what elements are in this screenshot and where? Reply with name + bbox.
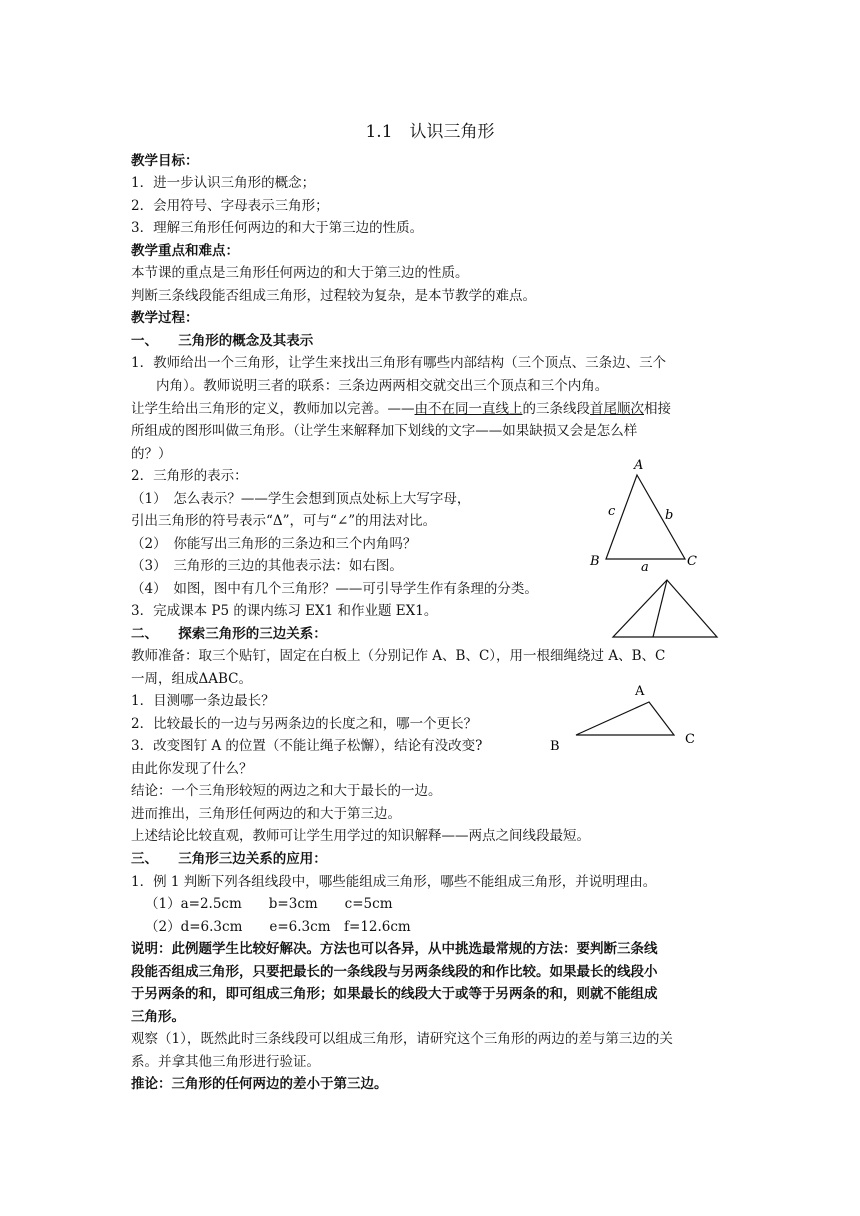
section3-heading: 三、 三角形三边关系的应用：	[131, 851, 327, 867]
corollary-text: 推论：三角形的任何两边的差小于第三边。	[131, 1076, 388, 1092]
section2-heading: 二、 探索三角形的三边关系：	[131, 626, 327, 642]
string-triangle-figure	[540, 680, 710, 755]
keypoint-item: 本节课的重点是三角形任何两边的和大于第三边的性质。	[131, 265, 469, 281]
inner-segment	[653, 580, 667, 637]
goal-item: 2．会用符号、字母表示三角形；	[131, 198, 329, 214]
prep-text: 教师准备：取三个贴钉，固定在白板上（分别记作 A、B、C），用一根细绳绕过 A、B、C	[131, 648, 666, 664]
example-case: （2）d=6.3cm e=6.3cm f=12.6cm	[145, 919, 411, 935]
note-line: 三角形。	[131, 1009, 185, 1025]
side-c-label: c	[608, 504, 616, 519]
note-line: 于另两条的和，即可组成三角形；如果最长的线段大于或等于另两条的和，则就不能组成	[131, 986, 658, 1002]
underlined-phrase: 由不在同一直线上	[414, 401, 523, 417]
definition-text: 相接	[644, 401, 671, 417]
page-title: 1.1 认识三角形	[365, 122, 495, 142]
underlined-phrase: 首尾顺次	[590, 401, 644, 417]
keypoints-heading: 教学重点和难点：	[131, 243, 239, 259]
obtuse-triangle-shape	[576, 702, 674, 735]
vertex-c-label: C	[687, 554, 697, 569]
observe-text-cont: 系。并拿其他三角形进行验证。	[131, 1054, 320, 1070]
goal-item: 1．进一步认识三角形的概念；	[131, 175, 316, 191]
subdivided-triangle-figure	[605, 575, 725, 643]
prep-text-cont: 一周，组成ΔABC。	[131, 671, 252, 687]
note-line: 段能否组成三角形，只要把最长的一条线段与另两条线段的和作比较。如果最长的线段小	[131, 964, 658, 980]
vertex-a-label: A	[634, 458, 644, 473]
question-item: 1．目测哪一条边最长？	[131, 693, 275, 709]
section1-heading: 一、 三角形的概念及其表示	[131, 333, 314, 349]
vertex-c-label: C	[685, 732, 695, 747]
sub-item: （3） 三角形的三边的其他表示法：如右图。	[131, 558, 403, 574]
example-case: （1）a=2.5cm b=3cm c=5cm	[145, 896, 393, 912]
keypoint-item: 判断三条线段能否组成三角形，过程较为复杂，是本节教学的难点。	[131, 288, 536, 304]
goal-item: 3．理解三角形任何两边的和大于第三边的性质。	[131, 220, 424, 236]
section1-item3: 3．完成课本 P5 的课内练习 EX1 和作业题 EX1。	[131, 603, 438, 619]
vertex-a-label: A	[635, 684, 645, 699]
sub-item: （2） 你能写出三角形的三条边和三个内角吗？	[131, 536, 417, 552]
section1-item1-cont: 内角）。教师说明三者的联系：三条边两两相交就交出三个顶点和三个内角。	[156, 378, 609, 394]
vertex-b-label: B	[550, 739, 560, 754]
vertex-b-label: B	[590, 554, 600, 569]
definition-line	[131, 400, 671, 418]
observe-text: 观察（1），既然此时三条线段可以组成三角形，请研究这个三角形的两边的差与第三边的关	[131, 1031, 673, 1047]
deduce-text: 进而推出，三角形任何两边的和大于第三边。	[131, 806, 401, 822]
question-item: 3．改变图钉 A 的位置（不能让绳子松懈），结论有没改变?	[131, 738, 483, 754]
triangle-abc-figure	[580, 455, 710, 575]
question-item: 2．比较最长的一边与另两条边的长度之和，哪一个更长？	[131, 716, 478, 732]
side-a-label: a	[641, 560, 649, 575]
definition-text: 的三条线段	[522, 401, 590, 417]
sub-item: （1） 怎么表示？——学生会想到顶点处标上大写字母，	[131, 491, 471, 507]
process-heading: 教学过程：	[131, 310, 199, 326]
sub-item-cont: 引出三角形的符号表示“Δ”，可与“∠”的用法对比。	[131, 513, 437, 529]
section1-item2: 2．三角形的表示：	[131, 468, 248, 484]
example-text: 1．例 1 判断下列各组线段中，哪些能组成三角形，哪些不能组成三角形，并说明理由。	[131, 874, 657, 890]
conclusion-text: 结论：一个三角形较短的两边之和大于最长的一边。	[131, 783, 442, 799]
definition-cont: 所组成的图形叫做三角形。（让学生来解释加下划线的文字——如果缺损又会是怎么样	[131, 423, 638, 439]
found-text: 由此你发现了什么？	[131, 761, 253, 777]
section1-item1: 1．教师给出一个三角形，让学生来找出三角形有哪些内部结构（三个顶点、三条边、三个	[131, 355, 667, 371]
explain-text: 上述结论比较直观，教师可让学生用学过的知识解释——两点之间线段最短。	[131, 828, 590, 844]
note-line: 说明：此例题学生比较好解决。方法也可以各异，从中挑选最常规的方法：要判断三条线	[131, 941, 658, 957]
side-b-label: b	[665, 508, 674, 523]
sub-item: （4） 如图，图中有几个三角形？——可引导学生作有条理的分类。	[131, 581, 538, 597]
definition-cont: 的？）	[131, 446, 172, 462]
goals-heading: 教学目标：	[131, 153, 199, 169]
definition-text: 让学生给出三角形的定义，教师加以完善。——	[131, 401, 415, 417]
